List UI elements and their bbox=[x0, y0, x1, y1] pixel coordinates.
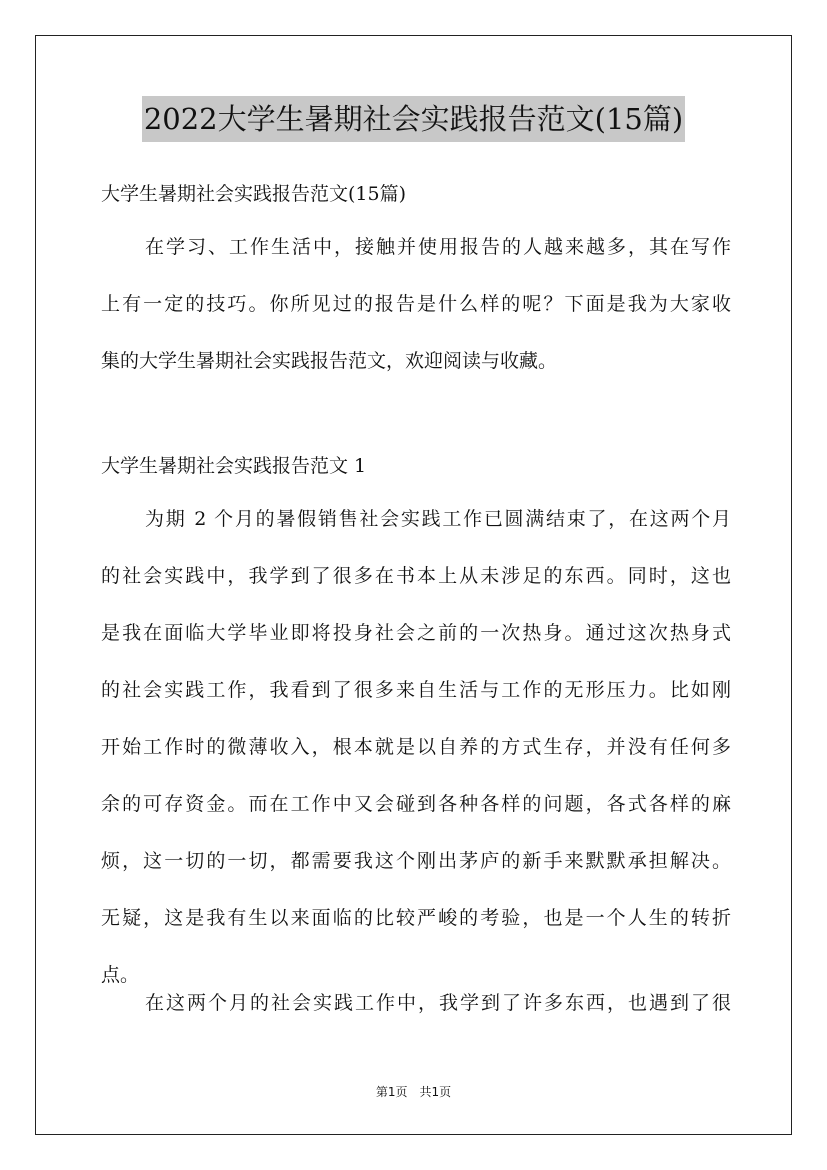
body-paragraph bbox=[101, 975, 731, 1032]
section-heading: 大学生暑期社会实践报告范文 1 bbox=[101, 455, 367, 477]
page-footer: 第1页 共1页 bbox=[375, 1085, 452, 1099]
paragraph-line: 为期 2 个月的暑假销售社会实践工作已圆满结束了，在这两个月 bbox=[145, 508, 731, 530]
title-container bbox=[0, 96, 827, 142]
paragraph-line: 在这两个月的社会实践工作中，我学到了许多东西，也遇到了很 bbox=[145, 992, 731, 1014]
body-paragraph bbox=[101, 491, 731, 1004]
document-title: 2022大学生暑期社会实践报告范文(15篇) bbox=[142, 96, 685, 142]
paragraph-line: 的社会实践工作，我看到了很多来自生活与工作的无形压力。比如刚 bbox=[101, 679, 731, 701]
paragraph-line: 余的可存资金。而在工作中又会碰到各种各样的问题，各式各样的麻 bbox=[101, 793, 731, 815]
paragraph-line: 烦，这一切的一切，都需要我这个刚出茅庐的新手来默默承担解决。 bbox=[101, 850, 731, 872]
paragraph-line: 开始工作时的微薄收入，根本就是以自养的方式生存，并没有任何多 bbox=[101, 736, 731, 758]
paragraph-line: 是我在面临大学毕业即将投身社会之前的一次热身。通过这次热身式 bbox=[101, 622, 731, 644]
paragraph-line: 集的大学生暑期社会实践报告范文，欢迎阅读与收藏。 bbox=[101, 350, 558, 372]
paragraph-line: 上有一定的技巧。你所见过的报告是什么样的呢？下面是我为大家收 bbox=[101, 293, 731, 315]
intro-paragraph bbox=[101, 219, 731, 390]
paragraph-line: 无疑，这是我有生以来面临的比较严峻的考验，也是一个人生的转折 bbox=[101, 907, 731, 929]
document-subtitle: 大学生暑期社会实践报告范文(15篇) bbox=[101, 183, 407, 205]
paragraph-line: 的社会实践中，我学到了很多在书本上从未涉足的东西。同时，这也 bbox=[101, 565, 731, 587]
paragraph-line: 在学习、工作生活中，接触并使用报告的人越来越多，其在写作 bbox=[145, 236, 731, 258]
paragraph-line: 点。 bbox=[101, 964, 140, 986]
